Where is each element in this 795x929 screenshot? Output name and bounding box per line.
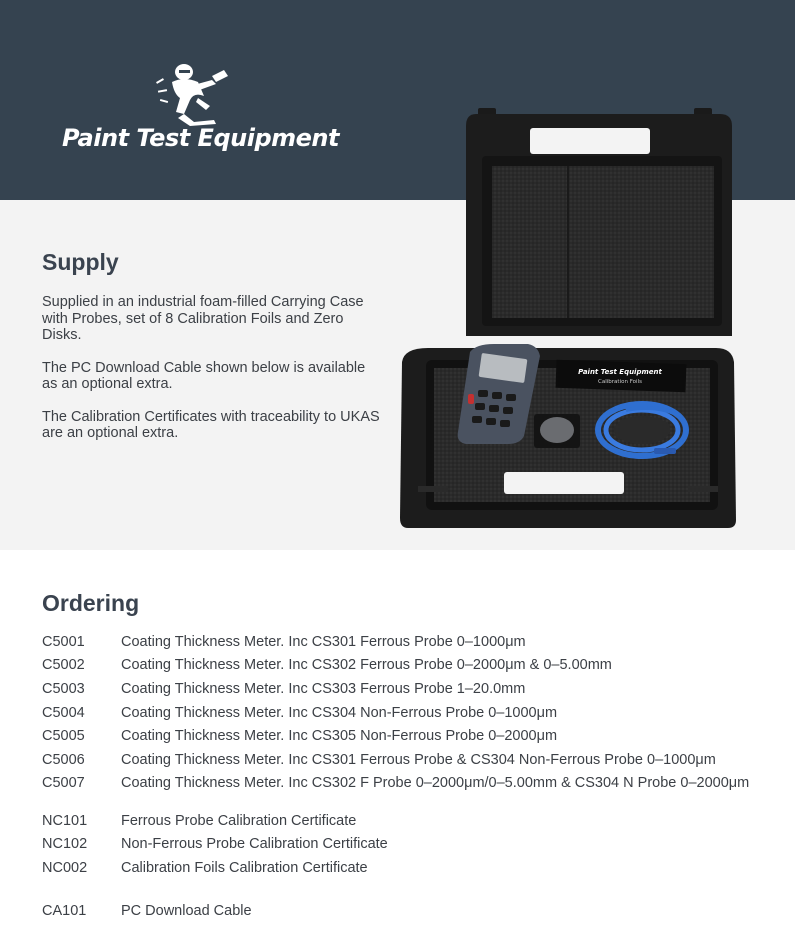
order-description: Coating Thickness Meter. Inc CS301 Ferrous Probe & CS304 Non-Ferrous Probe 0–1000μm — [121, 751, 716, 768]
order-description: Coating Thickness Meter. Inc CS301 Ferrous Probe 0–1000μm — [121, 633, 526, 650]
order-description: Coating Thickness Meter. Inc CS302 F Probe 0–2000μm/0–5.00mm & CS304 N Probe 0–2000μm — [121, 775, 750, 792]
order-code: C5007 — [42, 775, 85, 792]
order-item — [42, 677, 782, 701]
foil-box-label: Calibration Foils — [598, 379, 642, 385]
order-item — [42, 772, 782, 796]
order-description: PC Download Cable — [121, 902, 252, 919]
order-item — [42, 724, 782, 748]
carrying-case-image — [398, 100, 738, 530]
order-description: Coating Thickness Meter. Inc CS303 Ferrous Probe 1–20.0mm — [121, 680, 526, 697]
supply-paragraph: The Calibration Certificates with traceability to UKAS are an optional extra. — [42, 408, 380, 441]
order-description: Coating Thickness Meter. Inc CS304 Non-Ferrous Probe 0–1000μm — [121, 704, 558, 721]
painter-figure-icon — [154, 62, 234, 128]
order-item — [42, 748, 782, 772]
foil-box-brand: Paint Test Equipment — [578, 368, 662, 376]
order-code: NC102 — [42, 836, 88, 853]
order-description: Coating Thickness Meter. Inc CS305 Non-Ferrous Probe 0–2000μm — [121, 728, 558, 745]
order-item — [42, 899, 782, 923]
brand-name: Paint Test Equipment — [62, 124, 339, 152]
order-item — [42, 654, 782, 678]
ordering-heading: Ordering — [42, 590, 140, 616]
certificates-list — [42, 809, 782, 880]
order-code: NC002 — [42, 859, 88, 876]
supply-heading: Supply — [42, 249, 119, 275]
order-description: Calibration Foils Calibration Certificate — [121, 859, 368, 876]
order-description: Coating Thickness Meter. Inc CS302 Ferrous Probe 0–2000μm & 0–5.00mm — [121, 657, 612, 674]
order-item — [42, 833, 782, 857]
order-code: C5002 — [42, 657, 85, 674]
order-code: C5005 — [42, 728, 85, 745]
order-item — [42, 701, 782, 725]
order-item — [42, 856, 782, 880]
brand-logo — [62, 62, 339, 162]
order-item — [42, 630, 782, 654]
accessories-list — [42, 899, 782, 923]
order-code: NC101 — [42, 812, 88, 829]
supply-paragraph: Supplied in an industrial foam-filled Carrying Case with Probes, set of 8 Calibration Foils and Zero Disks. — [42, 294, 364, 343]
order-code: CA101 — [42, 902, 87, 919]
order-description: Non-Ferrous Probe Calibration Certificate — [121, 836, 388, 853]
meters-list — [42, 630, 782, 795]
supply-paragraph: The PC Download Cable shown below is available as an optional extra. — [42, 359, 366, 392]
order-code: C5003 — [42, 680, 85, 697]
supply-description — [42, 294, 382, 458]
order-description: Ferrous Probe Calibration Certificate — [121, 812, 357, 829]
order-code: C5004 — [42, 704, 85, 721]
order-code: C5001 — [42, 633, 85, 650]
order-item — [42, 809, 782, 833]
order-code: C5006 — [42, 751, 85, 768]
